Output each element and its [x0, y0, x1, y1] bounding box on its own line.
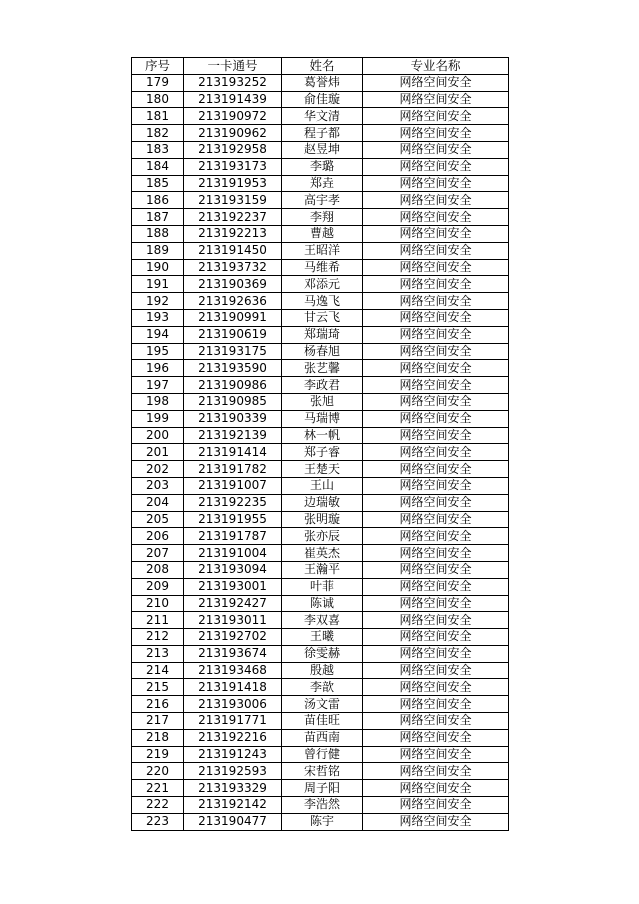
table-row	[132, 477, 509, 494]
cell-major: 网络空间安全	[363, 645, 509, 662]
cell-major: 网络空间安全	[363, 461, 509, 478]
cell-major: 网络空间安全	[363, 125, 509, 142]
cell-index: 200	[132, 427, 184, 444]
table-row	[132, 662, 509, 679]
table-row	[132, 780, 509, 797]
cell-major: 网络空间安全	[363, 528, 509, 545]
cell-index: 190	[132, 259, 184, 276]
cell-name: 程子都	[282, 125, 363, 142]
cell-index: 208	[132, 561, 184, 578]
cell-name: 张亦辰	[282, 528, 363, 545]
cell-name: 郑垚	[282, 175, 363, 192]
table-row	[132, 158, 509, 175]
cell-index: 193	[132, 309, 184, 326]
cell-name: 郑子睿	[282, 444, 363, 461]
table-row	[132, 746, 509, 763]
cell-card-number: 213190477	[184, 813, 282, 830]
cell-major: 网络空间安全	[363, 242, 509, 259]
table-row	[132, 326, 509, 343]
cell-card-number: 213193011	[184, 612, 282, 629]
cell-index: 184	[132, 158, 184, 175]
cell-card-number: 213193590	[184, 360, 282, 377]
cell-name: 邓添元	[282, 276, 363, 293]
cell-card-number: 213193094	[184, 561, 282, 578]
cell-index: 189	[132, 242, 184, 259]
table-row	[132, 528, 509, 545]
cell-index: 210	[132, 595, 184, 612]
cell-major: 网络空间安全	[363, 763, 509, 780]
table-row	[132, 309, 509, 326]
cell-name: 张艺馨	[282, 360, 363, 377]
cell-card-number: 213191414	[184, 444, 282, 461]
cell-major: 网络空间安全	[363, 595, 509, 612]
cell-card-number: 213191450	[184, 242, 282, 259]
cell-name: 张明璇	[282, 511, 363, 528]
cell-card-number: 213190972	[184, 108, 282, 125]
cell-index: 186	[132, 192, 184, 209]
cell-card-number: 213191782	[184, 461, 282, 478]
cell-card-number: 213193006	[184, 696, 282, 713]
cell-card-number: 213193252	[184, 74, 282, 91]
table-row	[132, 410, 509, 427]
cell-card-number: 213191955	[184, 511, 282, 528]
cell-index: 187	[132, 209, 184, 226]
cell-index: 195	[132, 343, 184, 360]
cell-index: 180	[132, 91, 184, 108]
cell-major: 网络空间安全	[363, 225, 509, 242]
cell-index: 219	[132, 746, 184, 763]
cell-major: 网络空间安全	[363, 326, 509, 343]
cell-card-number: 213192142	[184, 797, 282, 814]
cell-index: 215	[132, 679, 184, 696]
cell-card-number: 213192593	[184, 763, 282, 780]
cell-major: 网络空间安全	[363, 444, 509, 461]
cell-major: 网络空间安全	[363, 629, 509, 646]
table-header-row	[132, 58, 509, 75]
table-row	[132, 343, 509, 360]
cell-index: 204	[132, 494, 184, 511]
cell-name: 李双喜	[282, 612, 363, 629]
cell-name: 杨春旭	[282, 343, 363, 360]
table-row	[132, 141, 509, 158]
cell-card-number: 213190991	[184, 309, 282, 326]
cell-index: 218	[132, 729, 184, 746]
cell-major: 网络空间安全	[363, 276, 509, 293]
cell-name: 华文清	[282, 108, 363, 125]
table-row	[132, 377, 509, 394]
cell-name: 崔英杰	[282, 545, 363, 562]
student-roster-table	[131, 57, 509, 831]
table-row	[132, 225, 509, 242]
cell-card-number: 213191771	[184, 713, 282, 730]
cell-card-number: 213192702	[184, 629, 282, 646]
table-row	[132, 578, 509, 595]
cell-index: 179	[132, 74, 184, 91]
cell-index: 192	[132, 293, 184, 310]
cell-major: 网络空间安全	[363, 175, 509, 192]
cell-major: 网络空间安全	[363, 696, 509, 713]
cell-name: 宋哲铭	[282, 763, 363, 780]
table-row	[132, 74, 509, 91]
cell-name: 王昭洋	[282, 242, 363, 259]
cell-card-number: 213192213	[184, 225, 282, 242]
cell-name: 李璐	[282, 158, 363, 175]
cell-index: 199	[132, 410, 184, 427]
table-row	[132, 108, 509, 125]
cell-major: 网络空间安全	[363, 259, 509, 276]
cell-index: 191	[132, 276, 184, 293]
table-row	[132, 125, 509, 142]
table-row	[132, 545, 509, 562]
header-name: 姓名	[282, 58, 363, 75]
cell-card-number: 213190962	[184, 125, 282, 142]
table-row	[132, 91, 509, 108]
cell-index: 183	[132, 141, 184, 158]
cell-card-number: 213190619	[184, 326, 282, 343]
cell-card-number: 213190369	[184, 276, 282, 293]
cell-major: 网络空间安全	[363, 561, 509, 578]
table-row	[132, 175, 509, 192]
cell-name: 殷越	[282, 662, 363, 679]
cell-major: 网络空间安全	[363, 729, 509, 746]
cell-index: 194	[132, 326, 184, 343]
cell-name: 张旭	[282, 393, 363, 410]
cell-card-number: 213192216	[184, 729, 282, 746]
cell-card-number: 213193329	[184, 780, 282, 797]
cell-major: 网络空间安全	[363, 91, 509, 108]
cell-major: 网络空间安全	[363, 679, 509, 696]
cell-major: 网络空间安全	[363, 797, 509, 814]
cell-name: 李翔	[282, 209, 363, 226]
header-index: 序号	[132, 58, 184, 75]
cell-major: 网络空间安全	[363, 377, 509, 394]
table-row	[132, 494, 509, 511]
cell-major: 网络空间安全	[363, 192, 509, 209]
cell-card-number: 213191007	[184, 477, 282, 494]
cell-major: 网络空间安全	[363, 813, 509, 830]
cell-card-number: 213193001	[184, 578, 282, 595]
cell-name: 马维希	[282, 259, 363, 276]
table-row	[132, 461, 509, 478]
cell-index: 223	[132, 813, 184, 830]
cell-card-number: 213193732	[184, 259, 282, 276]
table-row	[132, 729, 509, 746]
cell-name: 李政君	[282, 377, 363, 394]
cell-card-number: 213192237	[184, 209, 282, 226]
cell-major: 网络空间安全	[363, 410, 509, 427]
table-row	[132, 192, 509, 209]
table-row	[132, 696, 509, 713]
table-row	[132, 259, 509, 276]
cell-card-number: 213192139	[184, 427, 282, 444]
cell-name: 苗西南	[282, 729, 363, 746]
cell-name: 郑瑞琦	[282, 326, 363, 343]
table-row	[132, 797, 509, 814]
cell-name: 王曦	[282, 629, 363, 646]
cell-card-number: 213191418	[184, 679, 282, 696]
cell-name: 王山	[282, 477, 363, 494]
cell-major: 网络空间安全	[363, 427, 509, 444]
cell-card-number: 213191004	[184, 545, 282, 562]
cell-major: 网络空间安全	[363, 494, 509, 511]
cell-name: 甘云飞	[282, 309, 363, 326]
table-body	[132, 74, 509, 830]
cell-name: 葛誉炜	[282, 74, 363, 91]
table-row	[132, 209, 509, 226]
cell-index: 203	[132, 477, 184, 494]
cell-name: 曾行健	[282, 746, 363, 763]
cell-name: 林一帆	[282, 427, 363, 444]
table-row	[132, 242, 509, 259]
cell-major: 网络空间安全	[363, 393, 509, 410]
cell-major: 网络空间安全	[363, 309, 509, 326]
table-row	[132, 276, 509, 293]
cell-name: 叶菲	[282, 578, 363, 595]
cell-major: 网络空间安全	[363, 477, 509, 494]
cell-name: 马瑞博	[282, 410, 363, 427]
cell-index: 209	[132, 578, 184, 595]
cell-index: 222	[132, 797, 184, 814]
cell-index: 202	[132, 461, 184, 478]
cell-major: 网络空间安全	[363, 578, 509, 595]
cell-name: 苗佳旺	[282, 713, 363, 730]
cell-card-number: 213190986	[184, 377, 282, 394]
cell-major: 网络空间安全	[363, 662, 509, 679]
table-row	[132, 612, 509, 629]
cell-card-number: 213193159	[184, 192, 282, 209]
table-row	[132, 561, 509, 578]
cell-name: 徐雯赫	[282, 645, 363, 662]
table-row	[132, 629, 509, 646]
cell-card-number: 213193175	[184, 343, 282, 360]
cell-major: 网络空间安全	[363, 293, 509, 310]
cell-card-number: 213192636	[184, 293, 282, 310]
cell-card-number: 213192958	[184, 141, 282, 158]
cell-index: 185	[132, 175, 184, 192]
cell-card-number: 213191243	[184, 746, 282, 763]
cell-major: 网络空间安全	[363, 141, 509, 158]
cell-name: 高宇孝	[282, 192, 363, 209]
cell-card-number: 213192235	[184, 494, 282, 511]
cell-name: 李浩然	[282, 797, 363, 814]
cell-card-number: 213191787	[184, 528, 282, 545]
cell-major: 网络空间安全	[363, 209, 509, 226]
cell-index: 188	[132, 225, 184, 242]
cell-name: 李歆	[282, 679, 363, 696]
cell-major: 网络空间安全	[363, 713, 509, 730]
cell-name: 俞佳璇	[282, 91, 363, 108]
table-row	[132, 645, 509, 662]
table-row	[132, 393, 509, 410]
cell-major: 网络空间安全	[363, 343, 509, 360]
cell-major: 网络空间安全	[363, 545, 509, 562]
cell-index: 182	[132, 125, 184, 142]
cell-index: 201	[132, 444, 184, 461]
cell-name: 赵昱坤	[282, 141, 363, 158]
cell-index: 206	[132, 528, 184, 545]
table-row	[132, 511, 509, 528]
cell-card-number: 213190339	[184, 410, 282, 427]
cell-major: 网络空间安全	[363, 360, 509, 377]
cell-index: 205	[132, 511, 184, 528]
cell-card-number: 213191953	[184, 175, 282, 192]
table-row	[132, 813, 509, 830]
cell-index: 216	[132, 696, 184, 713]
cell-index: 198	[132, 393, 184, 410]
cell-major: 网络空间安全	[363, 612, 509, 629]
cell-major: 网络空间安全	[363, 780, 509, 797]
cell-index: 220	[132, 763, 184, 780]
table-row	[132, 713, 509, 730]
table-row	[132, 763, 509, 780]
cell-major: 网络空间安全	[363, 511, 509, 528]
cell-name: 汤文雷	[282, 696, 363, 713]
cell-index: 213	[132, 645, 184, 662]
cell-index: 211	[132, 612, 184, 629]
cell-index: 221	[132, 780, 184, 797]
cell-major: 网络空间安全	[363, 158, 509, 175]
cell-card-number: 213192427	[184, 595, 282, 612]
cell-name: 陈宇	[282, 813, 363, 830]
table-row	[132, 293, 509, 310]
cell-name: 王瀚平	[282, 561, 363, 578]
cell-name: 边瑞敏	[282, 494, 363, 511]
cell-name: 马逸飞	[282, 293, 363, 310]
cell-name: 曹越	[282, 225, 363, 242]
cell-card-number: 213193674	[184, 645, 282, 662]
header-card-number: 一卡通号	[184, 58, 282, 75]
header-major: 专业名称	[363, 58, 509, 75]
cell-index: 207	[132, 545, 184, 562]
table-row	[132, 427, 509, 444]
cell-major: 网络空间安全	[363, 74, 509, 91]
cell-card-number: 213193468	[184, 662, 282, 679]
table-row	[132, 444, 509, 461]
cell-index: 217	[132, 713, 184, 730]
cell-name: 陈诚	[282, 595, 363, 612]
cell-index: 197	[132, 377, 184, 394]
cell-index: 196	[132, 360, 184, 377]
cell-card-number: 213193173	[184, 158, 282, 175]
table-row	[132, 360, 509, 377]
cell-name: 王楚天	[282, 461, 363, 478]
cell-major: 网络空间安全	[363, 108, 509, 125]
cell-name: 周子阳	[282, 780, 363, 797]
table-row	[132, 679, 509, 696]
cell-card-number: 213190985	[184, 393, 282, 410]
cell-index: 212	[132, 629, 184, 646]
cell-index: 181	[132, 108, 184, 125]
table-row	[132, 595, 509, 612]
cell-index: 214	[132, 662, 184, 679]
cell-major: 网络空间安全	[363, 746, 509, 763]
cell-card-number: 213191439	[184, 91, 282, 108]
